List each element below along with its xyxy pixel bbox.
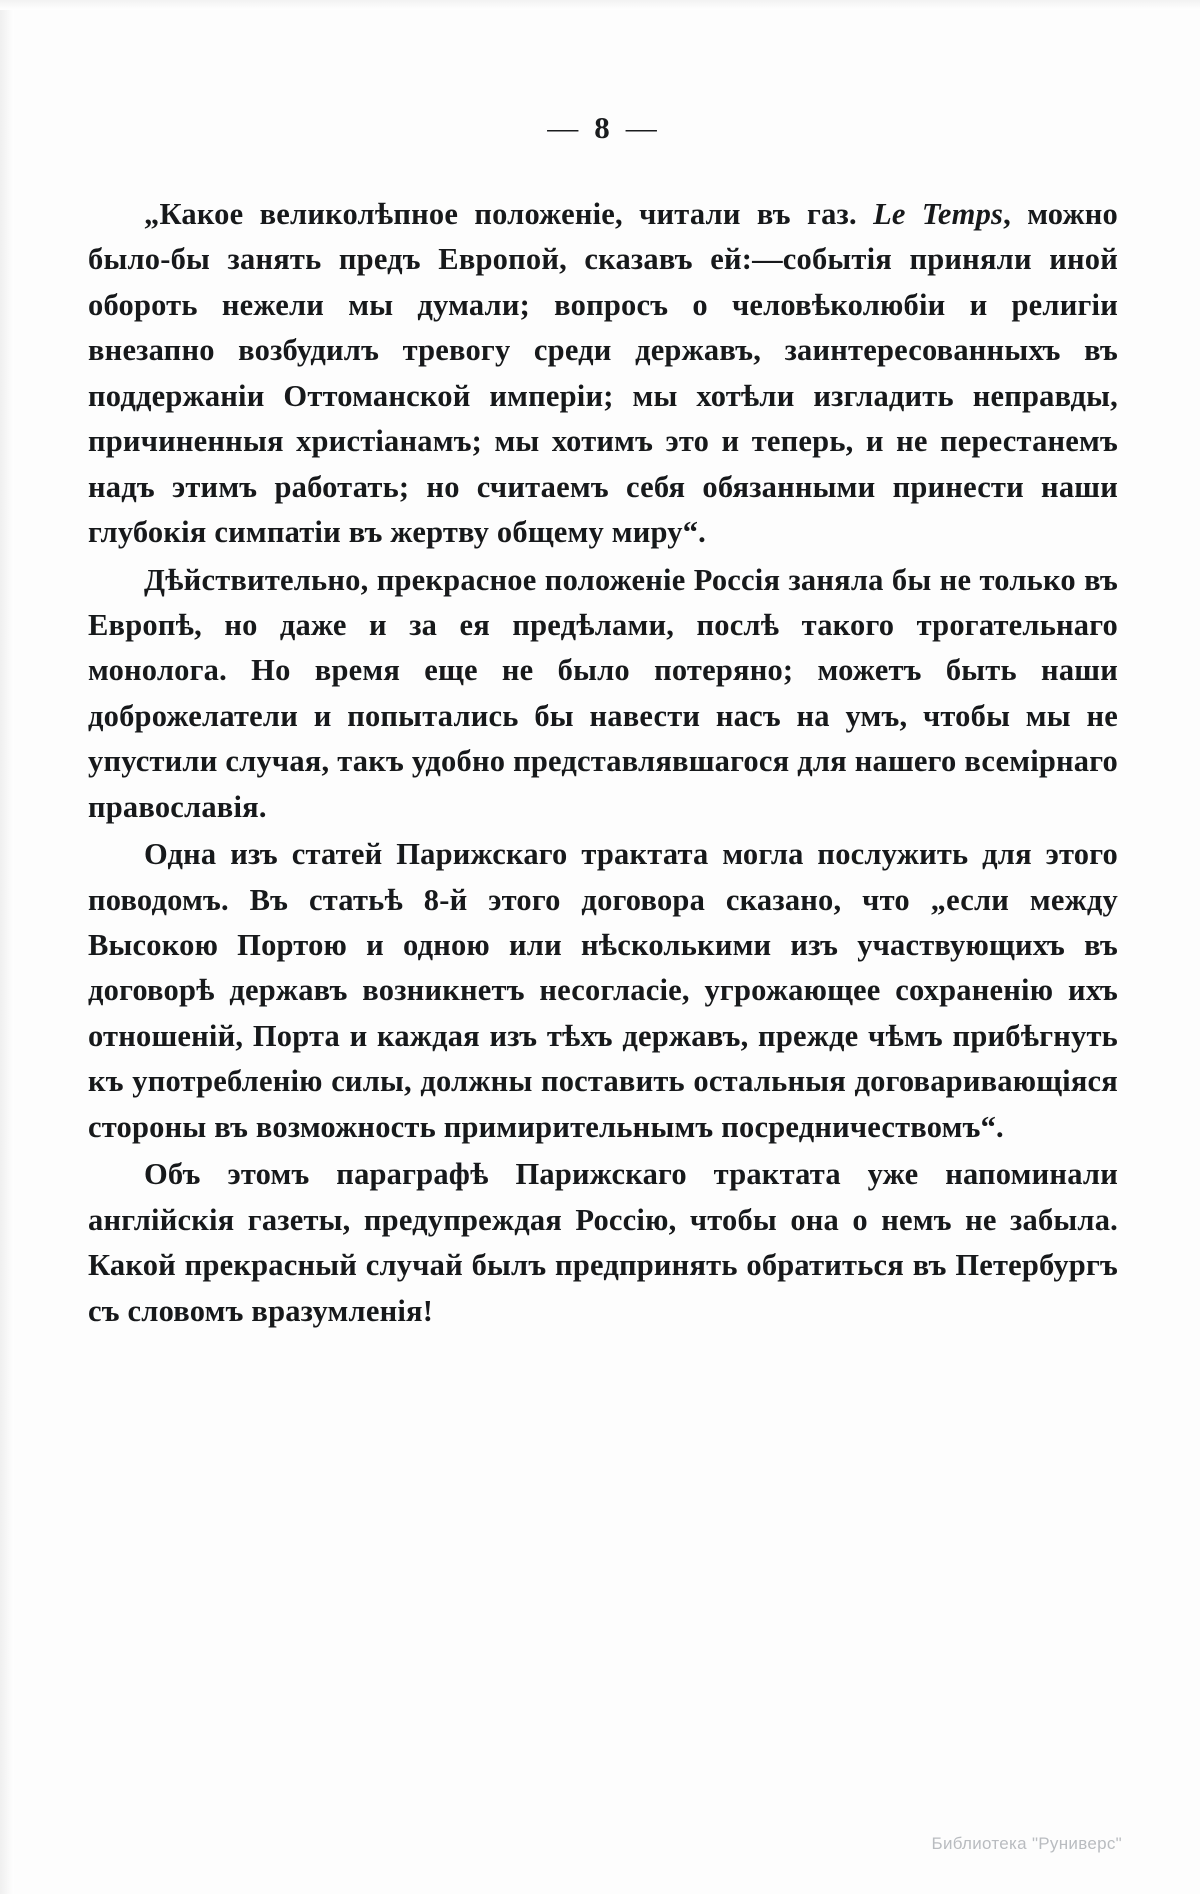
folio-number: 8 bbox=[594, 110, 612, 145]
paragraph bbox=[88, 832, 1118, 1150]
page-folio bbox=[88, 110, 1118, 146]
italic-run: Le Temps bbox=[873, 197, 1004, 231]
text-run: Одна изъ статей Парижскаго трактата могла послужить для этого поводомъ. Въ статьѣ 8-й этого договора сказано, что „если между Высокою Портою и одною или нѣсколькими изъ участвующихъ въ договорѣ державъ возникнетъ несогласіе, угрожающее сохраненію ихъ отношеній, Порта и каждая изъ тѣхъ державъ, прежде чѣмъ прибѣгнуть къ употребленію силы, должны поставить остальныя договаривающіяся стороны въ возможность примирительнымъ посредничествомъ“. bbox=[88, 837, 1118, 1144]
page-edge-shadow-top bbox=[0, 0, 1200, 10]
paragraph bbox=[88, 1152, 1118, 1334]
paragraph bbox=[88, 192, 1118, 556]
text-run: , можно было-бы занять предъ Европой, сказавъ ей:—событія приняли иной обороть нежели мы думали; вопросъ о человѣколюбіи и религіи внезапно возбудилъ тревогу среди державъ, заинтересованныхъ въ поддержаніи Оттоманской имперіи; мы хотѣли изгладить неправды, причиненныя христіанамъ; мы хотимъ это и теперь, и не перестанемъ надъ этимъ работать; но считаемъ себя обязанными принести наши глубокія симпатіи въ жертву общему миру“. bbox=[88, 197, 1118, 550]
page-content bbox=[88, 110, 1118, 1336]
text-run: Объ этомъ параграфѣ Парижскаго трактата уже напоминали англійскія газеты, предупреждая Россію, чтобы она о немъ не забыла. Какой прекрасный случай былъ предпринять обратиться въ Петербургъ съ словомъ вразумленія! bbox=[88, 1157, 1118, 1328]
text-run: Дѣйствительно, прекрасное положеніе Россія заняла бы не только въ Европѣ, но даже и за ея предѣлами, послѣ такого трогательнаго монолога. Но время еще не было потеряно; можетъ быть наши доброжелатели и попытались бы навести насъ на умъ, чтобы мы не упустили случая, такъ удобно представлявшагося для нашего всемірнаго православія. bbox=[88, 562, 1118, 824]
page-edge-shadow-left bbox=[0, 0, 14, 1894]
library-watermark: Библиотека "Руниверс" bbox=[931, 1834, 1122, 1853]
folio-dash-right: — bbox=[625, 110, 659, 145]
body-text bbox=[88, 192, 1118, 1334]
paragraph bbox=[88, 558, 1118, 831]
text-run: „Какое великолѣпное положеніе, читали въ газ. bbox=[144, 197, 874, 231]
folio-dash-left: — bbox=[547, 110, 581, 145]
